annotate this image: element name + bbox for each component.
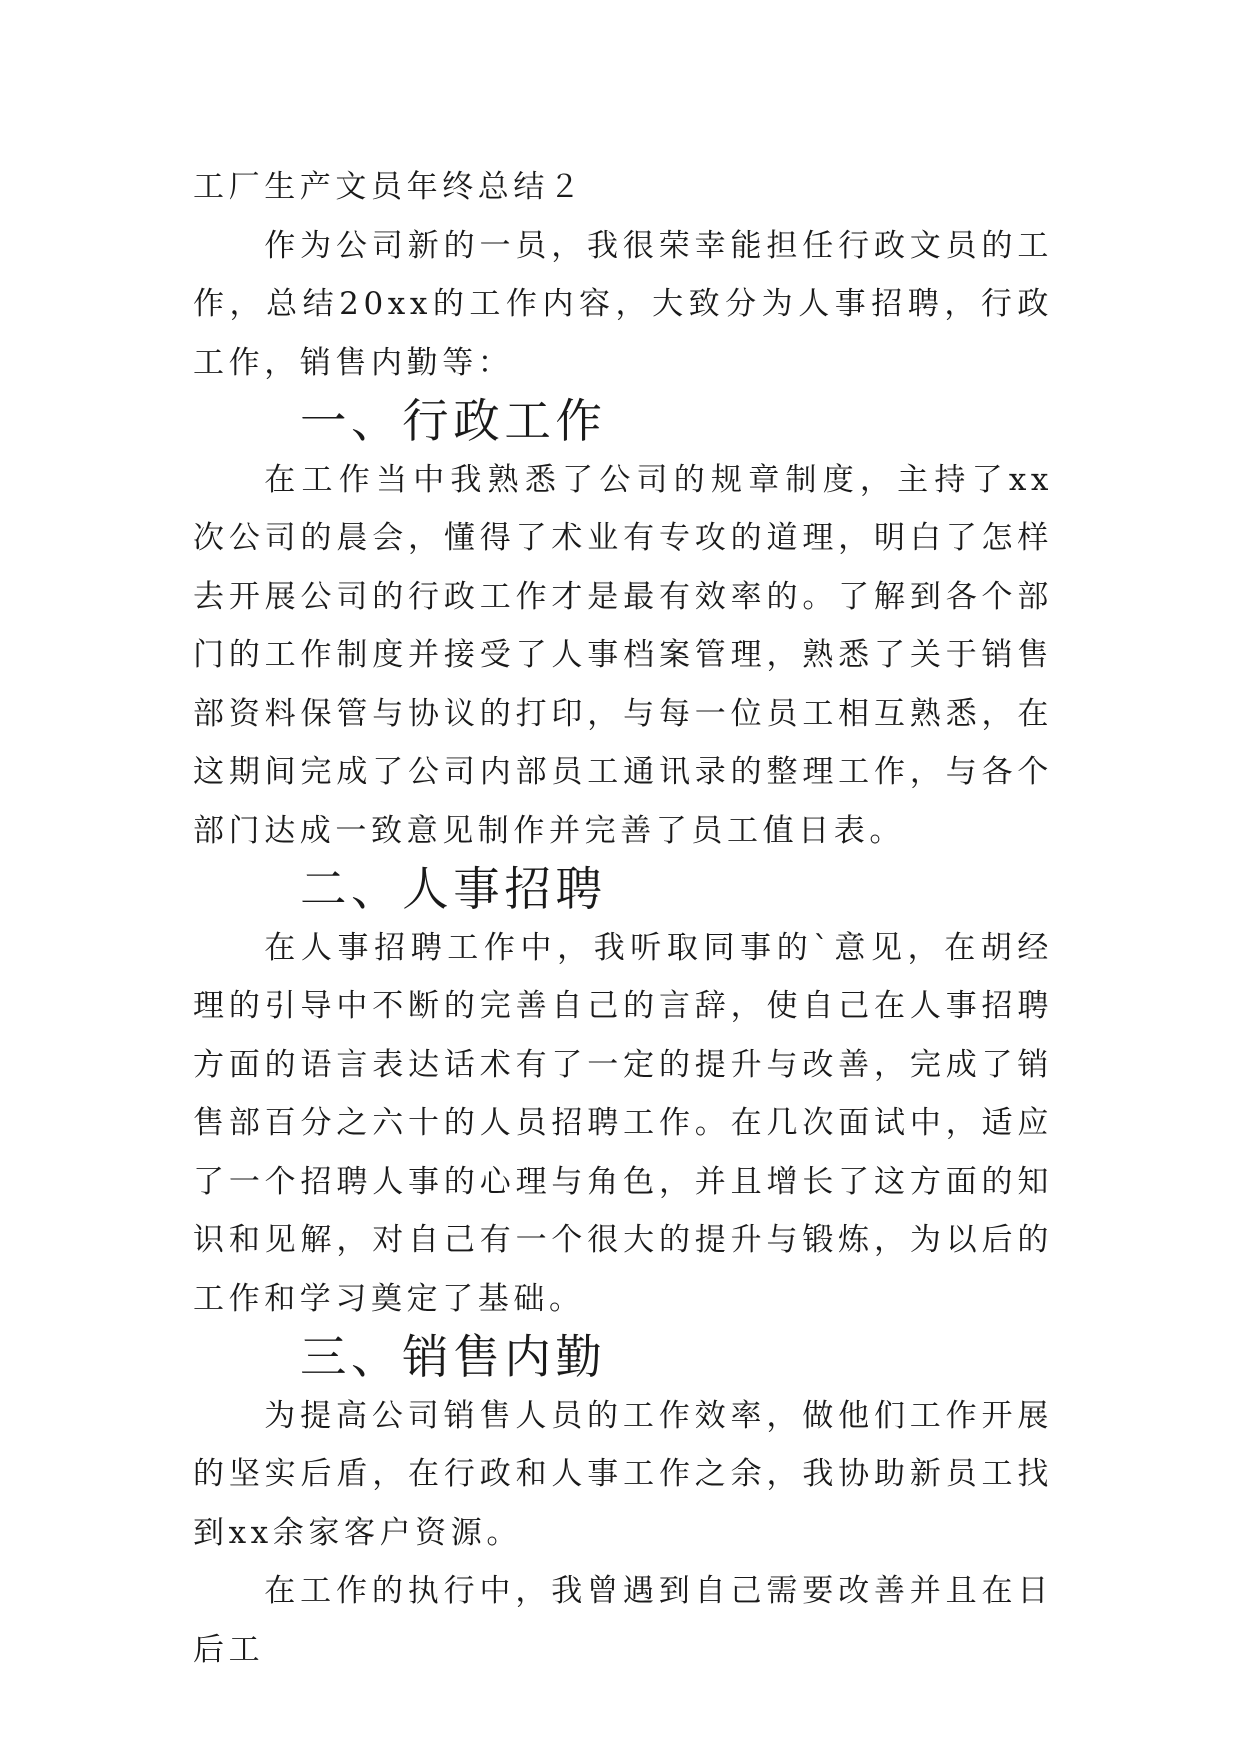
document-title: 工厂生产文员年终总结２ bbox=[193, 169, 585, 205]
section-heading-sales-support: 三、销售内勤 bbox=[299, 1330, 607, 1384]
intro-paragraph: 作为公司新的一员，我很荣幸能担任行政文员的工作，总结20xx的工作内容，大致分为人事招聘，行政工作，销售内勤等： bbox=[193, 227, 1053, 381]
section-heading-recruiting: 二、人事招聘 bbox=[299, 862, 607, 916]
sales-support-paragraph: 为提高公司销售人员的工作效率，做他们工作开展的坚实后盾，在行政和人事工作之余，我协助新员工找到xx余家客户资源。 bbox=[193, 1397, 1053, 1551]
section-heading-admin: 一、行政工作 bbox=[299, 394, 607, 448]
document-body bbox=[193, 158, 1053, 1679]
admin-paragraph: 在工作当中我熟悉了公司的规章制度，主持了xx次公司的晨会，懂得了术业有专攻的道理，明白了怎样去开展公司的行政工作才是最有效率的。了解到各个部门的工作制度并接受了人事档案管理，熟悉了关于销售部资料保管与协议的打印，与每一位员工相互熟悉，在这期间完成了公司内部员工通讯录的整理工作，与各个部门达成一致意见制作并完善了员工值日表。 bbox=[193, 461, 1053, 849]
closing-paragraph: 在工作的执行中，我曾遇到自己需要改善并且在日后工 bbox=[193, 1573, 1053, 1668]
recruiting-paragraph: 在人事招聘工作中，我听取同事的`意见，在胡经理的引导中不断的完善自己的言辞，使自己在人事招聘方面的语言表达话术有了一定的提升与改善，完成了销售部百分之六十的人员招聘工作。在几次面试中，适应了一个招聘人事的心理与角色，并且增长了这方面的知识和见解，对自己有一个很大的提升与锻炼，为以后的工作和学习奠定了基础。 bbox=[193, 929, 1053, 1317]
